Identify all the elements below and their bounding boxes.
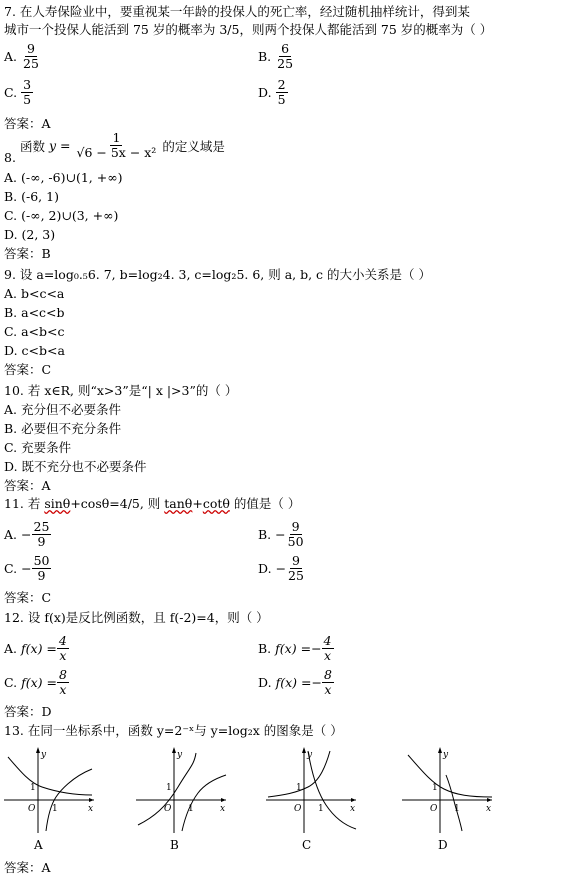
q8-fraction: $\frac{1}{\text{√6 − 5x − x²}}$: [76, 130, 157, 160]
q7-option-c: C. $\frac{3}{5}$: [4, 77, 32, 107]
q11-tan: tanθ: [164, 496, 193, 511]
y-axis-label: y: [307, 750, 313, 760]
x-axis-label: x: [486, 804, 492, 814]
q7-option-d: D. $\frac{2}{5}$: [258, 77, 286, 107]
q8-number: 8.: [4, 150, 16, 165]
q12-option-b: B. f(x) = − $\frac{4}{x}$: [258, 633, 332, 663]
y-axis-label: y: [177, 750, 183, 760]
fraction: $\frac{3}{5}$: [23, 77, 32, 107]
q7-answer: 答案：A: [4, 116, 51, 131]
fraction: $\frac{9}{25}$: [23, 41, 39, 71]
origin-label: O: [164, 804, 172, 814]
q11-stem: 11. 若 sinθ+cosθ=4/5, 则 tanθ+cotθ 的值是（ ）: [4, 496, 301, 511]
y-one-label: 1: [30, 783, 36, 793]
q8-option-c: C. (-∞, 2)∪(3, +∞): [4, 208, 119, 223]
q11-sin: sinθ: [44, 496, 71, 511]
q9-stem: 9. 设 a=log₀.₅6. 7, b=log₂4. 3, c=log₂5. 6, 则 a, b, c 的大小关系是（ ）: [4, 267, 432, 282]
fraction: $\frac{8}{x}$: [58, 667, 67, 697]
q8-option-d: D. (2, 3): [4, 227, 56, 242]
q13-graph-b-label: B: [170, 838, 179, 852]
q7-option-a: A. $\frac{9}{25}$: [4, 41, 39, 71]
q13-graph-c: [264, 745, 360, 835]
q8-option-b: B. (-6, 1): [4, 189, 59, 204]
y-axis-label: y: [443, 750, 449, 760]
origin-label: O: [430, 804, 438, 814]
q10-option-d: D. 既不充分也不必要条件: [4, 459, 147, 474]
q12-option-a: A. f(x) = $\frac{4}{x}$: [4, 633, 67, 663]
fraction: $\frac{4}{x}$: [58, 633, 67, 663]
q11-option-a: A. − $\frac{25}{9}$: [4, 519, 50, 549]
q11-option-c: C. − $\frac{50}{9}$: [4, 553, 50, 583]
q9-answer: 答案：C: [4, 362, 52, 377]
fraction: $\frac{2}{5}$: [277, 77, 286, 107]
q9-option-a: A. b<c<a: [4, 286, 65, 301]
q10-option-c: C. 充要条件: [4, 440, 72, 455]
q13-stem: 13. 在同一坐标系中，函数 y=2⁻ˣ与 y=log₂x 的图象是（ ）: [4, 723, 343, 738]
y-one-label: 1: [432, 783, 438, 793]
q10-answer: 答案：A: [4, 478, 51, 493]
origin-label: O: [294, 804, 302, 814]
q7-stem-line2: 城市一个投保人能活到 75 岁的概率为 3/5，则两个投保人都能活到 75 岁的概率为（ ）: [4, 22, 493, 37]
q11-option-d: D. − $\frac{9}{25}$: [258, 553, 304, 583]
q13-graph-a-label: A: [34, 838, 43, 852]
q11-option-b: B. − $\frac{9}{50}$: [258, 519, 304, 549]
q12-option-d: D. f(x) = − $\frac{8}{x}$: [258, 667, 332, 697]
q13-graph-a: [2, 745, 98, 835]
q9-option-c: C. a<b<c: [4, 324, 65, 339]
fraction: $\frac{9}{50}$: [287, 519, 304, 549]
q13-graph-d-label: D: [438, 838, 448, 852]
x-axis-label: x: [220, 804, 226, 814]
q10-option-b: B. 必要但不充分条件: [4, 421, 122, 436]
q13-graph-c-label: C: [302, 838, 312, 852]
q13-answer: 答案：A: [4, 860, 51, 875]
q8-stem: 函数 y = $\frac{1}{\text{√6 − 5x − x²}}$ 的定义域是: [20, 130, 225, 160]
q13-graph-d: [400, 745, 496, 835]
fraction: $\frac{50}{9}$: [33, 553, 50, 583]
fraction: $\frac{8}{x}$: [323, 667, 332, 697]
q13-graph-b: [134, 745, 230, 835]
x-one-label: 1: [318, 804, 324, 814]
q11-answer: 答案：C: [4, 590, 52, 605]
q8-answer: 答案：B: [4, 246, 51, 261]
y-one-label: 1: [296, 783, 302, 793]
fraction: $\frac{4}{x}$: [323, 633, 332, 663]
q9-option-b: B. a<c<b: [4, 305, 65, 320]
x-one-label: 1: [454, 804, 460, 814]
q11-cot: cotθ: [202, 496, 230, 511]
y-axis-label: y: [41, 750, 47, 760]
fraction: $\frac{25}{9}$: [33, 519, 50, 549]
x-one-label: 1: [52, 804, 58, 814]
q7-option-b: B. $\frac{6}{25}$: [258, 41, 294, 71]
q12-option-c: C. f(x) = $\frac{8}{x}$: [4, 667, 67, 697]
q10-option-a: A. 充分但不必要条件: [4, 402, 121, 417]
x-axis-label: x: [350, 804, 356, 814]
q9-option-d: D. c<b<a: [4, 343, 65, 358]
origin-label: O: [28, 804, 36, 814]
x-one-label: 1: [188, 804, 194, 814]
q8-option-a: A. (-∞, -6)∪(1, +∞): [4, 170, 123, 185]
x-axis-label: x: [88, 804, 94, 814]
q12-stem: 12. 设 f(x)是反比例函数，且 f(-2)=4，则（ ）: [4, 610, 269, 625]
fraction: $\frac{6}{25}$: [277, 41, 294, 71]
q10-stem: 10. 若 x∈R, 则“x>3”是“| x |>3”的（ ）: [4, 383, 238, 398]
y-one-label: 1: [166, 783, 172, 793]
fraction: $\frac{9}{25}$: [288, 553, 304, 583]
q12-answer: 答案：D: [4, 704, 52, 719]
q7-stem-line1: 7. 在人寿保险业中，要重视某一年龄的投保人的死亡率，经过随机抽样统计，得到某: [4, 4, 470, 19]
